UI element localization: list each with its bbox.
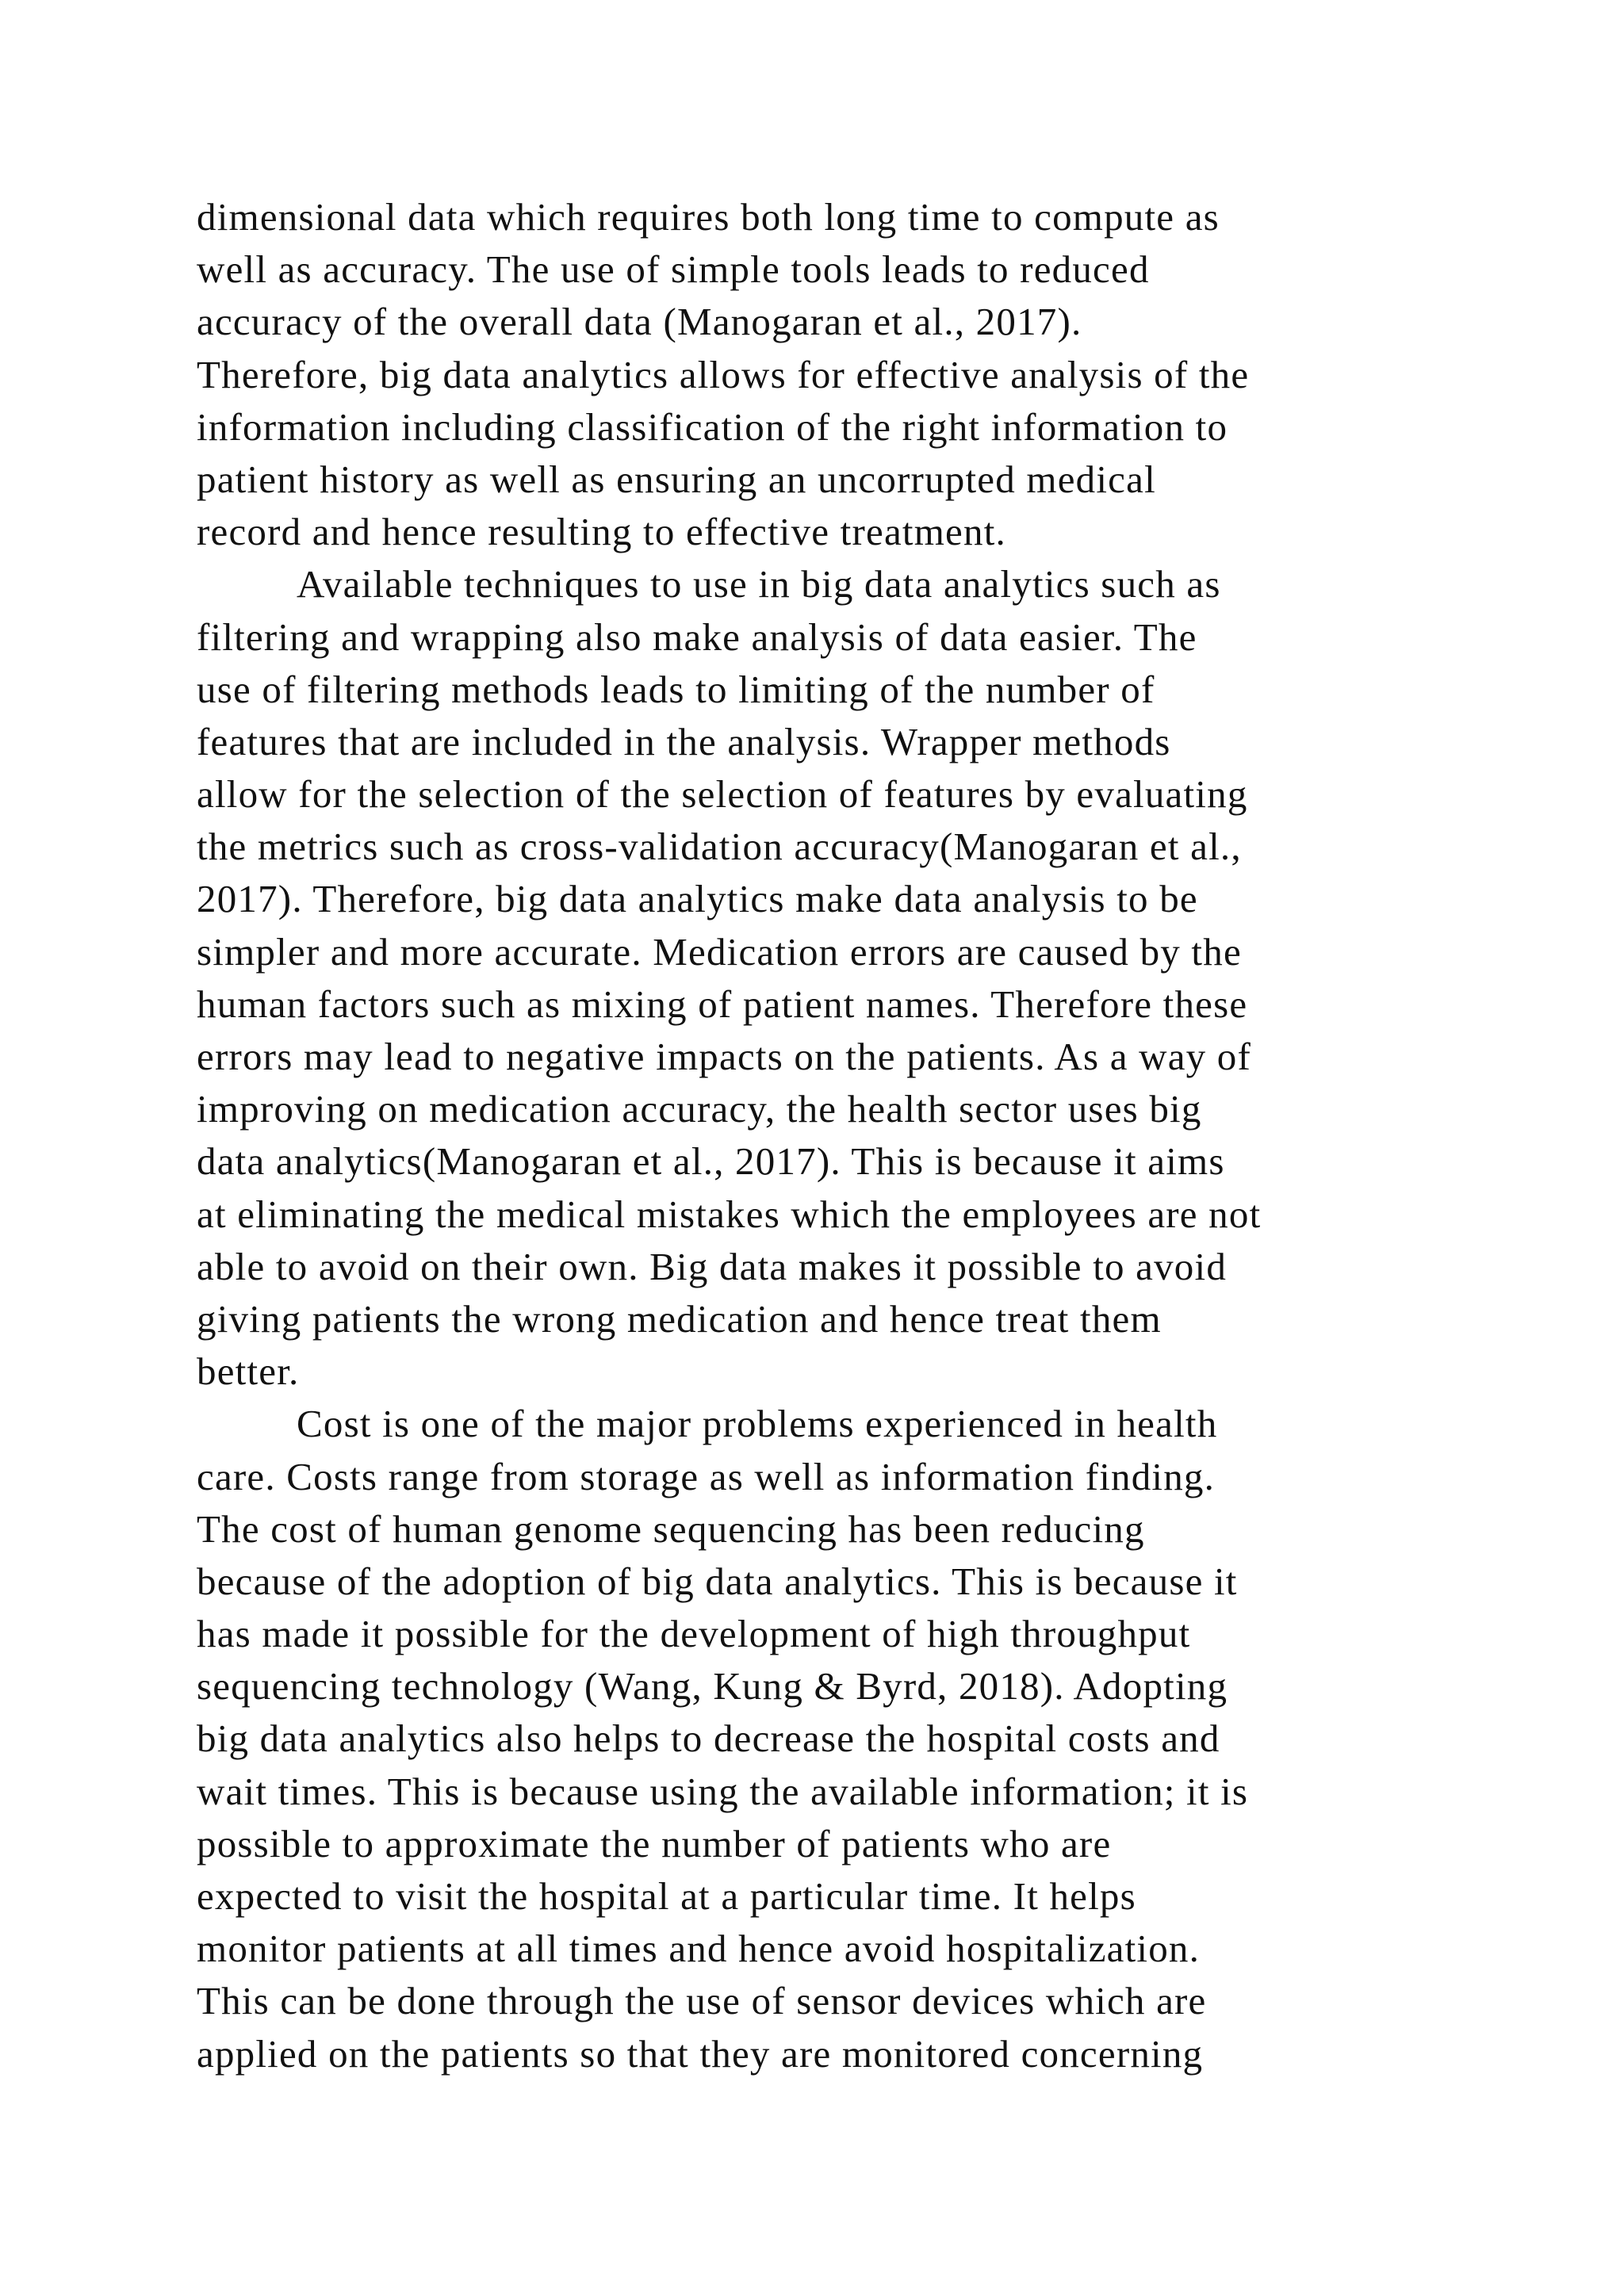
text-line: record and hence resulting to effective treatment. xyxy=(197,510,1006,554)
text-line: human factors such as mixing of patient names. Therefore these xyxy=(197,982,1248,1026)
body-text xyxy=(197,191,1481,2080)
text-line: allow for the selection of the selection of features by evaluating xyxy=(197,772,1248,817)
text-line: This can be done through the use of sensor devices which are xyxy=(197,1979,1207,2023)
text-line: has made it possible for the development of high throughput xyxy=(197,1612,1191,1656)
text-line: sequencing technology (Wang, Kung & Byrd, 2018). Adopting xyxy=(197,1664,1228,1709)
text-line: applied on the patients so that they are monitored concerning xyxy=(197,2031,1204,2076)
text-line: giving patients the wrong medication and hence treat them xyxy=(197,1296,1162,1341)
text-line: improving on medication accuracy, the health sector uses big xyxy=(197,1087,1202,1131)
text-line: use of filtering methods leads to limiting of the number of xyxy=(197,667,1155,711)
text-line: able to avoid on their own. Big data makes it possible to avoid xyxy=(197,1244,1228,1288)
text-line: monitor patients at all times and hence avoid hospitalization. xyxy=(197,1927,1201,1971)
text-line: wait times. This is because using the available information; it is xyxy=(197,1769,1249,1813)
text-line: information including classification of the right information to xyxy=(197,404,1228,449)
text-line: patient history as well as ensuring an uncorrupted medical xyxy=(197,457,1156,501)
text-line: well as accuracy. The use of simple tools leads to reduced xyxy=(197,247,1150,292)
paragraph-start-line: Available techniques to use in big data analytics such as xyxy=(297,562,1221,607)
text-line: because of the adoption of big data analytics. This is because it xyxy=(197,1559,1238,1603)
text-line: data analytics(Manogaran et al., 2017). This is because it aims xyxy=(197,1139,1225,1184)
text-line: expected to visit the hospital at a particular time. It helps xyxy=(197,1874,1136,1918)
text-line: errors may lead to negative impacts on the patients. As a way of xyxy=(197,1035,1252,1078)
text-line: filtering and wrapping also make analysis of data easier. The xyxy=(197,614,1197,659)
text-line: better. xyxy=(197,1349,300,1394)
text-line: big data analytics also helps to decrease the hospital costs and xyxy=(197,1716,1220,1761)
text-line: features that are included in the analysis. Wrapper methods xyxy=(197,719,1171,763)
text-line: accuracy of the overall data (Manogaran et al., 2017). xyxy=(197,300,1082,344)
text-line: at eliminating the medical mistakes which the employees are not xyxy=(197,1192,1262,1236)
text-line: the metrics such as cross-validation accuracy(Manogaran et al., xyxy=(197,825,1242,869)
text-line: Therefore, big data analytics allows for effective analysis of the xyxy=(197,352,1250,396)
text-line: dimensional data which requires both long time to compute as xyxy=(197,195,1220,239)
text-line: The cost of human genome sequencing has been reducing xyxy=(197,1506,1145,1551)
text-line: 2017). Therefore, big data analytics make data analysis to be xyxy=(197,877,1198,921)
text-line: care. Costs range from storage as well as information finding. xyxy=(197,1454,1216,1498)
text-line: simpler and more accurate. Medication errors are caused by the xyxy=(197,929,1242,974)
text-line: possible to approximate the number of patients who are xyxy=(197,1821,1112,1866)
paragraph-start-line: Cost is one of the major problems experienced in health xyxy=(297,1402,1218,1446)
